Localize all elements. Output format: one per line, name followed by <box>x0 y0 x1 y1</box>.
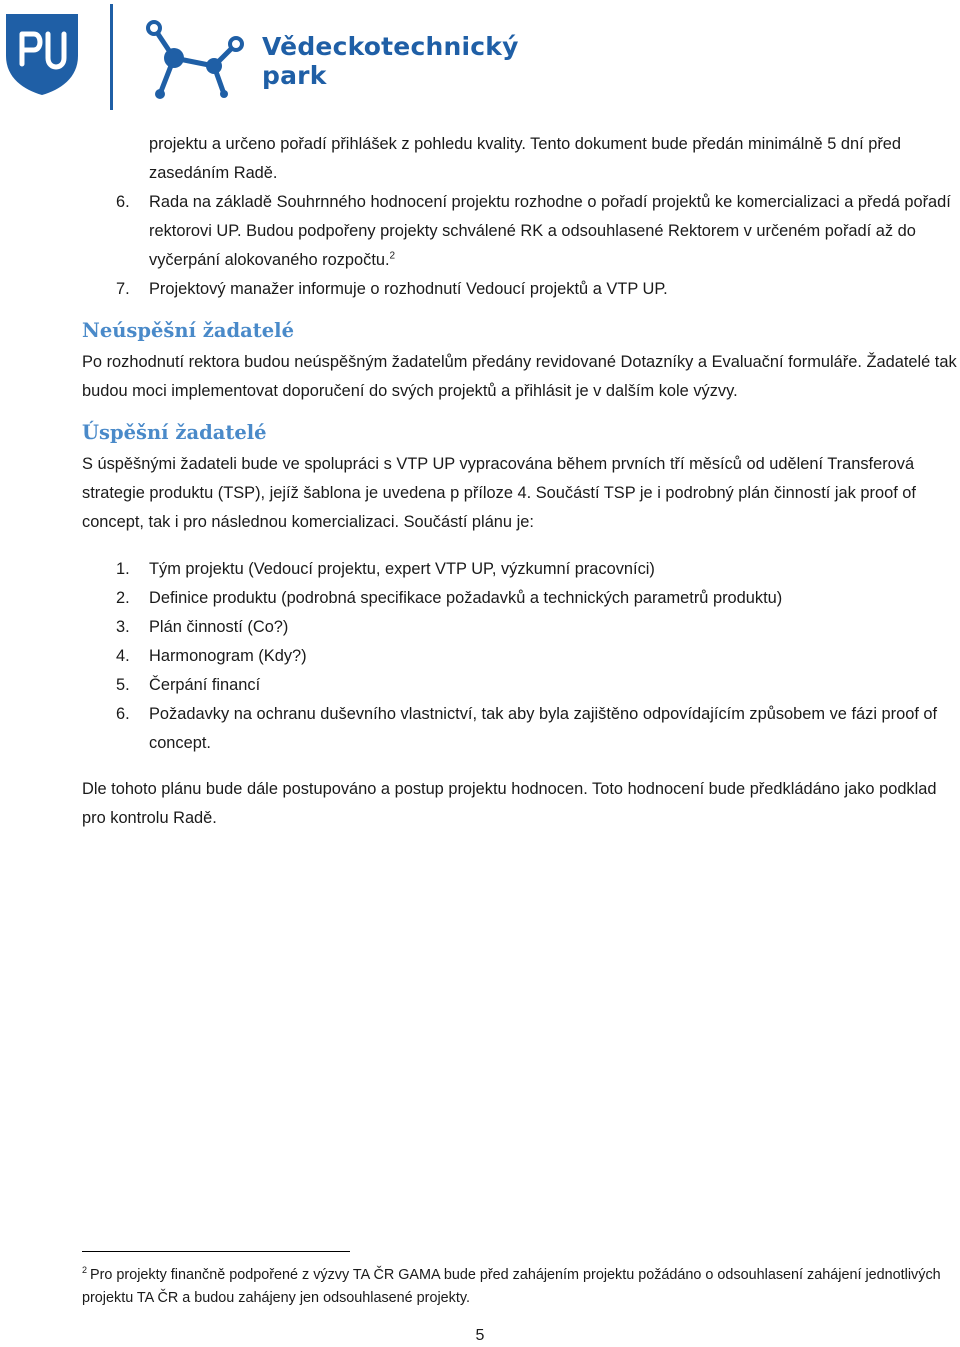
list-item <box>82 613 958 642</box>
list-item <box>82 700 958 758</box>
list-item-number: 3. <box>116 618 130 636</box>
list-item-text: Tým projektu (Vedoucí projektu, expert VTP UP, výzkumní pracovníci) <box>149 560 655 578</box>
document-body <box>82 130 958 833</box>
molecule-network-icon <box>116 14 256 104</box>
list-item-5-continuation: projektu a určeno pořadí přihlášek z pohledu kvality. Tento dokument bude předán minimálně 5 dní před zasedáním Radě. <box>149 135 902 182</box>
list-item-text: Definice produktu (podrobná specifikace požadavků a technických parametrů produktu) <box>149 589 783 607</box>
logo-wordmark <box>262 32 519 90</box>
list-item-number: 7. <box>116 280 130 298</box>
footnote <box>82 1264 958 1310</box>
list-item <box>82 671 958 700</box>
list-item <box>82 642 958 671</box>
list-item-text: Plán činností (Co?) <box>149 618 289 636</box>
footnote-reference[interactable]: 2 <box>389 250 396 262</box>
plan-list <box>82 555 958 758</box>
list-item-text: Rada na základě Souhrnného hodnocení projektu rozhodne o pořadí projektů ke komercializaci a předá pořadí rektorovi UP. Budou podpořeny projekty schválené RK a odsouhlasené Rektorem v určeném pořadí až do vyčerpání alokovaného rozpočtu. <box>149 193 951 269</box>
list-item-number: 5. <box>116 676 130 694</box>
heading-successful-applicants: Úspěšní žadatelé <box>82 421 267 444</box>
list-item <box>82 188 958 275</box>
paragraph-successful: S úspěšnými žadateli bude ve spolupráci s VTP UP vypracována během prvních tří měsíců od udělení Transferová strategie produktu (TSP), jejíž šablona je uvedena p příloze 4. Součástí TSP je i podrobný plán činností jak proof of concept, tak i pro následnou komercializaci. Součástí plánu je: <box>82 455 916 531</box>
list-item-number: 6. <box>116 193 130 211</box>
list-item <box>82 555 958 584</box>
list-item <box>82 584 958 613</box>
logo-line-2: park <box>262 61 327 90</box>
list-item <box>82 275 958 304</box>
page-number: 5 <box>475 1327 485 1344</box>
intro-numbered-list <box>82 188 958 304</box>
list-item-text: Projektový manažer informuje o rozhodnutí Vedoucí projektů a VTP UP. <box>149 280 668 298</box>
heading-unsuccessful-applicants: Neúspěšní žadatelé <box>82 319 294 342</box>
up-shield-icon <box>4 12 80 96</box>
footnote-separator <box>82 1251 350 1252</box>
page-header <box>0 0 960 115</box>
list-item-number: 6. <box>116 705 130 723</box>
list-item-text: Požadavky na ochranu duševního vlastnictví, tak aby byla zajištěno odpovídajícím způsobem ve fázi proof of concept. <box>149 705 938 752</box>
closing-paragraph: Dle tohoto plánu bude dále postupováno a postup projektu hodnocen. Toto hodnocení bude předkládáno jako podklad pro kontrolu Radě. <box>82 780 937 827</box>
footnote-number: 2 <box>82 1265 88 1276</box>
logo-divider <box>110 4 113 110</box>
paragraph-unsuccessful: Po rozhodnutí rektora budou neúspěšným žadatelům předány revidované Dotazníky a Evaluační formuláře. Žadatelé tak budou moci implementovat doporučení do svých projektů a přihlásit je v dalším kole výzvy. <box>82 353 957 400</box>
list-item-text: Čerpání financí <box>149 676 261 694</box>
footnote-text: Pro projekty finančně podpořené z výzvy TA ČR GAMA bude před zahájením projektu požádáno o odsouhlasení zahájení jednotlivých projektu TA ČR a budou zahájeny jen odsouhlasené projekty. <box>82 1267 941 1306</box>
list-item-number: 4. <box>116 647 130 665</box>
list-item-number: 1. <box>116 560 130 578</box>
list-item-text: Harmonogram (Kdy?) <box>149 647 307 665</box>
logo-line-1: Vědeckotechnický <box>262 32 519 61</box>
list-item-number: 2. <box>116 589 130 607</box>
